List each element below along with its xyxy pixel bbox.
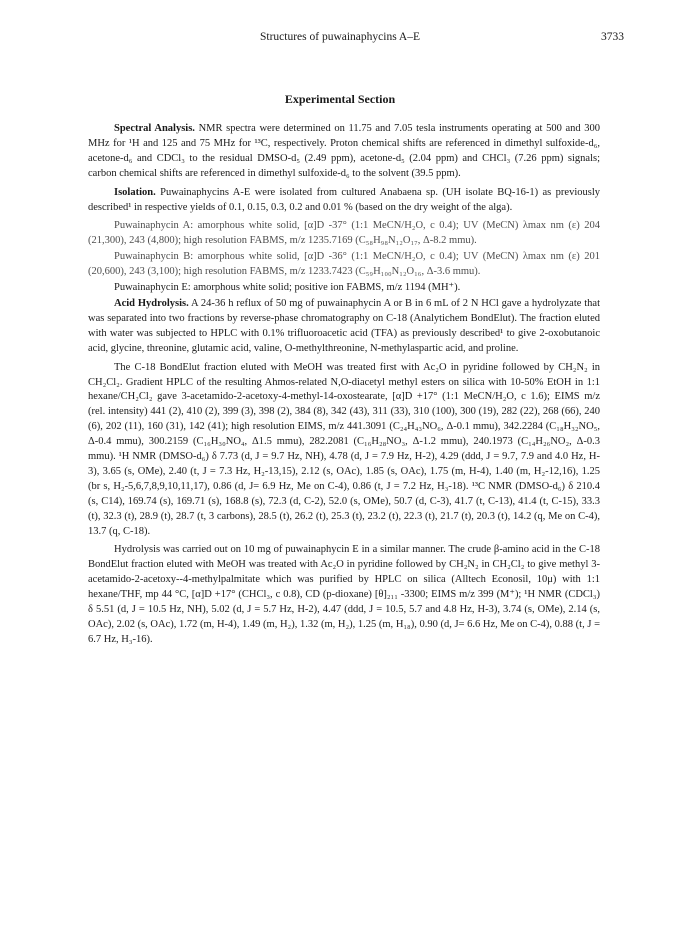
isolation-heading: Isolation. bbox=[114, 186, 156, 198]
puwainaphycin-e-data: Puwainaphycin E: amorphous white solid; positive ion FABMS, m/z 1194 (MH⁺). bbox=[114, 282, 461, 294]
acid-hydrolysis-paragraph bbox=[88, 297, 600, 357]
hydrolysis-e-paragraph: Hydrolysis was carried out on 10 mg of puwainaphycin E in a similar manner. The crude β-amino acid in the C-18 BondElut fraction eluted with MeOH was treated with Ac₂O in pyridine followed by CH₂N₂ in CH₂Cl₂ to give methyl 3-acetamido-2-acetoxy--4-methylpalmitate which was purified by HPLC on silica (Alltech Econosil, 10μ) with 1:1 hexane/THF, mp 44 °C, [α]D +17° (CHCl₃, c 0.8), CD (p-dioxane) [θ]₂₁₁ -3300; EIMS m/z 399 (M⁺); ¹H NMR (CDCl₃) δ 5.51 (d, J = 10.5 Hz, NH), 5.02 (d, J = 5.7 Hz, H-2), 4.47 (ddd, J = 10.5, 5.7 and 4.8 Hz, H-3), 3.74 (s, OMe), 2.14 (s, OAc), 2.02 (s, OAc), 1.72 (m, H-4), 1.49 (m, H₂), 1.32 (m, H₂), 1.25 (m, H₁₈), 0.90 (d, J= 6.6 Hz, Me on C-4), 0.88 (t, J = 6.7 Hz, H₃-16). bbox=[88, 544, 600, 645]
acid-hydrolysis-text: A 24-36 h reflux of 50 mg of puwainaphycin A or B in 6 mL of 2 N HCl gave a hydrolyzate that was separated into two fractions by reverse-phase chromatography on C-18 (Analytichem BondElut). The fraction eluted with water was subjected to HPLC with 0.1% trifluoroacetic acid (TFA) as previously described¹ to give 2-oxobutanoic acid, glycine, threonine, glutamic acid, valine, O-methylthreonine, N-methylaspartic acid, and proline. bbox=[88, 297, 601, 354]
spectral-analysis-heading: Spectral Analysis. bbox=[114, 123, 195, 134]
spectral-analysis-text: NMR spectra were determined on 11.75 and 7.05 tesla instruments operating at 500 and 300 MHz for ¹H and 125 and 75 MHz for ¹³C, respectively. Proton chemical shifts are referenced in dimethyl sulfoxide-d₆, acetone-d₆ and CDCl₃ to the residual DMSO-d₅ (2.49 ppm), acetone-d₅ (2.04 ppm) and CHCl₃ (7.26 ppm) signals; carbon chemical shifts are referenced in dimethyl sulfoxide-d₆ to the solvent (39.5 ppm). bbox=[88, 123, 600, 179]
page-number: 3733 bbox=[601, 31, 624, 43]
acid-hydrolysis-heading: Acid Hydrolysis. bbox=[114, 297, 189, 309]
isolation-text: Puwainaphycins A-E were isolated from cultured Anabaena sp. (UH isolate BQ-16-1) as previously described¹ in respective yields of 0.1, 0.15, 0.3, 0.2 and 0.01 % (based on the dry weight of the alga). bbox=[88, 186, 601, 213]
isolation-paragraph bbox=[88, 186, 600, 216]
running-title: Structures of puwainaphycins A–E bbox=[259, 31, 420, 43]
running-header bbox=[0, 31, 680, 47]
puwainaphycin-a-data: Puwainaphycin A: amorphous white solid, [α]D -37° (1:1 MeCN/H₂O, c 0.4); UV (MeCN) λmax nm (ε) 204 (21,300), 243 (4,800); high resolution FABMS, m/z 1235.7169 (C₅₈H₉₈N₁₂O₁₇, Δ-8.2 mmu). bbox=[88, 220, 600, 247]
puwainaphycin-b-data: Puwainaphycin B: amorphous white solid, [α]D -36° (1:1 MeCN/H₂O, c 0.4); UV (MeCN) λmax nm (ε) 201 (20,600), 243 (3,100); high resolution FABMS, m/z 1233.7423 (C₅₉H₁₀₀N₁₂O₁₆, Δ-3.6 mmu). bbox=[88, 251, 600, 278]
section-title: Experimental Section bbox=[284, 92, 396, 106]
spectral-analysis-paragraph bbox=[88, 122, 600, 182]
body-text bbox=[88, 122, 600, 652]
c18-fraction-paragraph: The C-18 BondElut fraction eluted with MeOH was treated first with Ac₂O in pyridine followed by CH₂N₂ in CH₂Cl₂. Gradient HPLC of the resulting Ahmos-related N,O-diacetyl methyl esters on silica with 10-50% EtOH in 1:1 hexane/CH₂Cl₂ gave 3-acetamido-2-acetoxy-4-methyl-14-oxostearate, [α]D +17° (1:1 MeCN/H₂O, c 1.6); EIMS m/z (rel. intensity) 441 (2), 410 (2), 399 (3), 398 (2), 384 (8), 342 (43), 311 (33), 310 (100), 300 (19), 282 (22), 268 (66), 240 (6), 202 (11), 160 (31), 142 (41); high resolution EIMS, m/z 441.3091 (C₂₄H₄₃NO₆, Δ-0.1 mmu), 342.2284 (C₁₈H₃₂NO₅, Δ-0.4 mmu), 300.2159 (C₁₆H₃₀NO₄, Δ1.5 mmu), 282.2081 (C₁₆H₂₈NO₃, Δ-1.2 mmu), 240.1973 (C₁₄H₂₆NO₂, Δ-0.3 mmu). ¹H NMR (DMSO-d₆) δ 7.73 (d, J = 9.7 Hz, NH), 4.78 (d, J = 7.9 Hz, H-2), 4.29 (ddd, J = 9.7, 7.9 and 4.0 Hz, H-3), 3.65 (s, OMe), 2.40 (t, J = 7.3 Hz, H₂-13,15), 2.12 (s, OAc), 1.85 (s, OAc), 1.75 (m, H-4), 1.40 (m, H₂-12,16), 1.25 (br s, H₂-5,6,7,8,9,10,11,17), 0.86 (d, J= 6.9 Hz, Me on C-4), 0.86 (t, J = 7.2 Hz, H₃-18). ¹³C NMR (DMSO-d₆) δ 210.4 (s, C14), 169.74 (s), 169.71 (s), 168.8 (s), 72.3 (d, C-2), 52.0 (s, OMe), 50.7 (d, C-3), 41.7 (t, C-13), 41.4 (t, C-15), 33.3 (t), 32.3 (t), 28.9 (t), 28.7 (t, 3 carbons), 28.5 (t), 26.2 (t), 25.3 (t), 23.2 (t), 22.3 (t), 21.7 (t), 20.3 (t), 14.2 (q, Me on C-4), 13.7 (q, C-18). bbox=[88, 361, 600, 537]
